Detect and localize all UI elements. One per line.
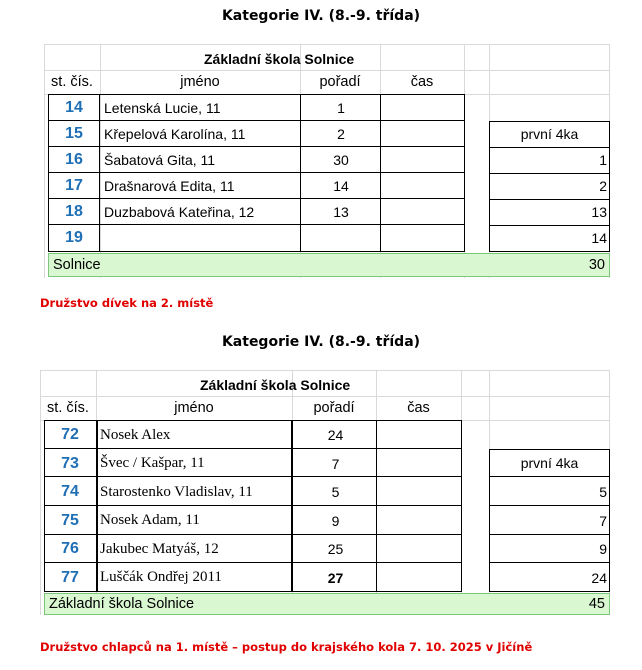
header-rank: pořadí — [319, 73, 361, 90]
header-no: st. čís. — [47, 399, 89, 416]
header-no: st. čís. — [51, 73, 93, 90]
total-row — [48, 253, 610, 277]
header-rank: pořadí — [313, 399, 355, 416]
total-label: Solnice — [53, 257, 101, 273]
first4-label: první 4ka — [520, 126, 579, 142]
header-time: čas — [410, 73, 434, 90]
total-label: Základní škola Solnice — [49, 596, 195, 612]
total-row — [44, 593, 610, 615]
category-title-2: Kategorie IV. (8.-9. třída) — [221, 334, 421, 350]
total-value: 45 — [588, 596, 605, 612]
category-title-1: Kategorie IV. (8.-9. třída) — [221, 8, 421, 24]
results-sheet-boys: Základní škola Solnice st. čís. jméno pořadí čas 72 Nosek Alex 24 73 Švec / Kašpar, 11 7 první 4ka 74 Starostenko Vladislav, 11 5 5 75 Nosek Adam, 11 9 7 76 Jakubec Matyáš, 12 25 9 77 Luščák Ondřej 2011 27 24 Základní škola Solnice 45 — [40, 370, 610, 615]
header-time: čas — [407, 399, 430, 416]
school-title-1: Základní škola Solnice — [204, 51, 355, 67]
total-value: 30 — [588, 257, 605, 273]
header-name: jméno — [180, 73, 220, 90]
school-title-2: Základní škola Solnice — [200, 377, 351, 393]
first4-label: první 4ka — [520, 455, 579, 471]
result-note-1: Družstvo dívek na 2. místě — [40, 296, 214, 310]
result-note-2: Družstvo chlapců na 1. místě – postup do krajského kola 7. 10. 2025 v Jičíně — [40, 640, 533, 654]
results-sheet-girls: Základní škola Solnice st. čís. jméno pořadí čas 14 Letenská Lucie, 11 1 15 Křepelová Karolína, 11 2 první 4ka 16 Šabatová Gita, 11 30 1 17 Drašnarová Edita, 11 14 2 18 Duzbabová Kateřina, 12 13 13 19 14 Solnice 30 — [44, 44, 610, 278]
header-name: jméno — [174, 399, 214, 416]
